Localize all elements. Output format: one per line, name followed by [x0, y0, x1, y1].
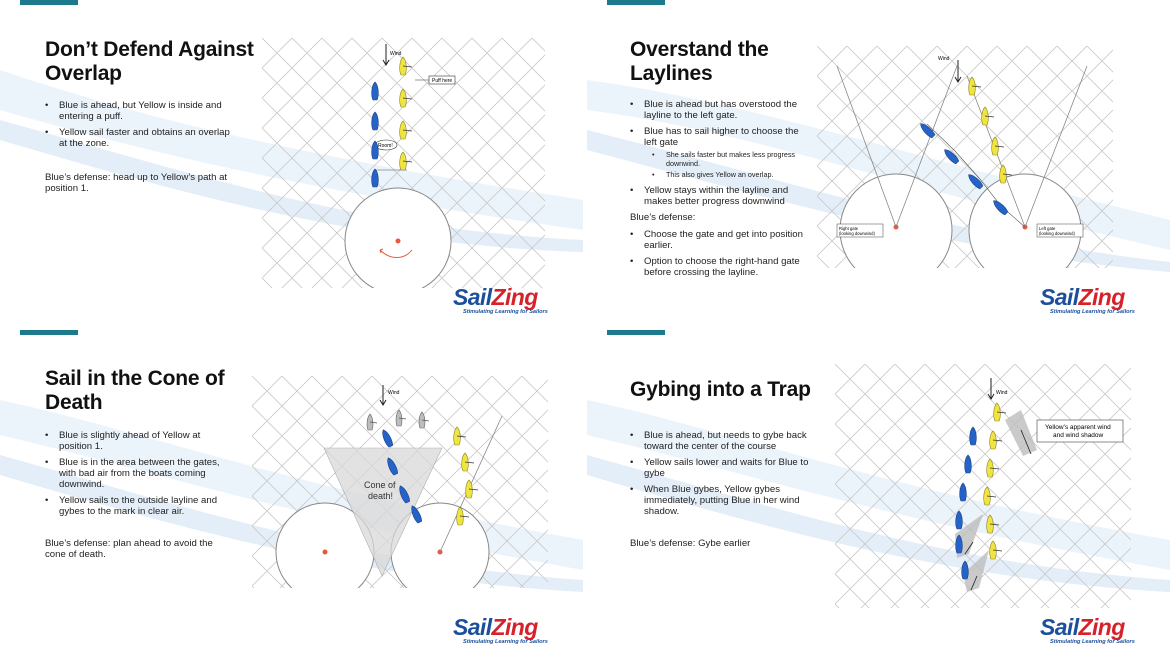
defense-text: Blue’s defense: plan ahead to avoid the cone of death.	[45, 538, 213, 560]
slide-title: Sail in the Cone of Death	[45, 367, 225, 414]
sub-bullet-item: • This also gives Yellow an overlap.	[652, 171, 810, 180]
wind-label: Wind	[390, 51, 402, 57]
slide-title: Gybing into a Trap	[630, 378, 811, 401]
left-gate-sublabel: (looking downwind)	[1039, 231, 1075, 236]
defense-bullet-item: • Option to choose the right-hand gate before crossing the layline.	[630, 256, 815, 278]
slide-dont-defend	[0, 0, 583, 327]
race-diagram	[817, 46, 1113, 268]
bullet-item: • Blue is in the area between the gates, with bad air from the boats coming downwind.	[45, 457, 230, 490]
defense-bullet-item: • Choose the gate and get into position earlier.	[630, 229, 815, 251]
defense-text: Blue’s defense: Gybe earlier	[630, 538, 751, 549]
room-label: Room!	[378, 143, 393, 149]
wind-label: Wind	[996, 390, 1008, 396]
right-gate-mark	[323, 550, 328, 555]
bullet-item: • Yellow sail faster and obtains an overlap at the zone.	[45, 127, 230, 149]
bullet-item: • Yellow sails lower and waits for Blue to gybe	[630, 457, 810, 479]
defense-text: Blue’s defense: head up to Yellow’s path at position 1.	[45, 172, 228, 194]
sailzing-logo: SailZing Stimulating Learning for Sailors	[453, 614, 548, 645]
mark-zone-circle	[345, 188, 451, 288]
slide-cone-of-death	[0, 330, 583, 657]
right-gate-label: Right gate	[839, 226, 859, 231]
bullet-item: • Blue is ahead, but Yellow is inside and entering a puff.	[45, 100, 230, 122]
defense-heading: Blue’s defense:	[630, 212, 696, 223]
sub-bullet-list	[652, 151, 810, 180]
puff-label: Puff here	[432, 78, 453, 84]
race-diagram	[262, 38, 545, 288]
left-gate-label: Left gate	[1039, 226, 1056, 231]
sailzing-logo: SailZing Stimulating Learning for Sailors	[453, 284, 548, 315]
bullet-list	[45, 100, 230, 154]
bullet-item: • Blue is ahead, but needs to gybe back toward the center of the course	[630, 430, 810, 452]
bullet-item: • Blue is ahead but has overstood the layline to the left gate.	[630, 99, 810, 121]
bullet-item: • Blue is slightly ahead of Yellow at position 1.	[45, 430, 230, 452]
race-diagram	[835, 364, 1131, 608]
bullet-list	[45, 430, 230, 522]
race-diagram	[252, 376, 548, 588]
bullet-item: • Yellow sails to the outside layline and gybes to the mark in clear air.	[45, 495, 230, 517]
bullet-item: • Yellow stays within the layline and makes better progress downwind	[630, 185, 810, 207]
bullet-item: • When Blue gybes, Yellow gybes immediately, putting Blue in her wind shadow.	[630, 484, 810, 517]
callout-text: and wind shadow	[1053, 432, 1104, 439]
cone-label: death!	[368, 491, 394, 501]
sailzing-logo: SailZing Stimulating Learning for Sailors	[1040, 614, 1135, 645]
right-gate-sublabel: (looking downwind)	[839, 231, 875, 236]
callout-text: Yellow’s apparent wind	[1045, 424, 1111, 431]
bullet-list	[630, 99, 810, 212]
slide-title: Overstand the Laylines	[630, 38, 769, 85]
sailzing-logo: SailZing Stimulating Learning for Sailors	[1040, 284, 1135, 315]
sub-bullet-item: • She sails faster but makes less progress downwind.	[652, 151, 810, 168]
wind-label: Wind	[938, 56, 950, 62]
wind-label: Wind	[388, 390, 400, 396]
slide-gybing-trap	[587, 330, 1170, 657]
bullet-item: • Blue has to sail higher to choose the left gate • She sails faster but makes less progress downwind. • This also gives Yellow an overlap.	[630, 126, 810, 180]
defense-bullet-list	[630, 229, 815, 283]
slide-overstand-laylines	[587, 0, 1170, 327]
cone-label: Cone of	[364, 480, 396, 490]
mark-dot	[396, 239, 401, 244]
bullet-list	[630, 430, 810, 522]
slide-title: Don’t Defend Against Overlap	[45, 38, 254, 85]
